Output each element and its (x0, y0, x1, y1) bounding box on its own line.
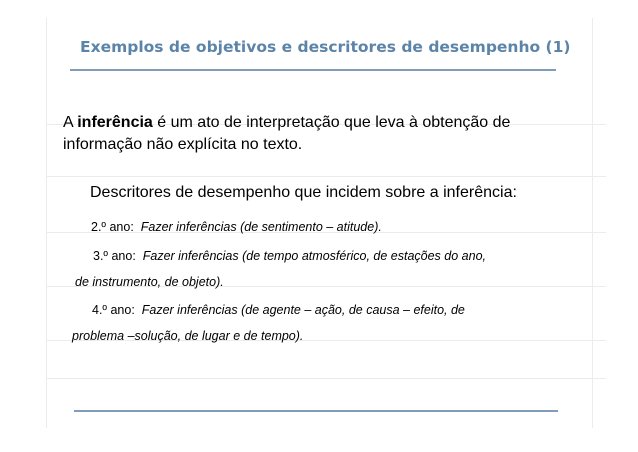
title-underline (70, 69, 556, 71)
background-rule (46, 378, 606, 379)
descriptor-item-2ano (91, 220, 382, 234)
descriptor-item-3ano-continuation (75, 275, 224, 289)
descriptor-text: problema –solução, de lugar e de tempo). (72, 329, 304, 343)
background-vline (592, 18, 593, 428)
descriptor-item-4ano-continuation (72, 329, 303, 343)
descriptor-label: 3.º ano: (93, 249, 136, 263)
descriptor-text: Fazer inferências (de agente – ação, de causa – efeito, de (141, 303, 465, 317)
descriptors-heading: Descritores de desempenho que incidem sobre a inferência: (90, 184, 517, 201)
intro-line2: informação não explícita no texto. (63, 136, 303, 153)
descriptor-item-3ano (93, 249, 486, 263)
descriptor-text: de instrumento, de objeto). (75, 275, 224, 289)
descriptor-text: Fazer inferências (de sentimento – atitude). (140, 220, 382, 234)
footer-line (74, 410, 558, 412)
intro-keyword: inferência (77, 114, 153, 131)
descriptor-label: 2.º ano: (91, 220, 134, 234)
background-rule (46, 176, 606, 177)
slide-title: Exemplos de objetivos e descritores de desempenho (1) (80, 38, 571, 56)
descriptor-text: Fazer inferências (de tempo atmosférico, de estações do ano, (142, 249, 486, 263)
descriptor-item-4ano (92, 303, 465, 317)
intro-prefix: A (63, 114, 78, 131)
intro-paragraph (63, 112, 593, 156)
intro-line1-rest: é um ato de interpretação que leva à obtenção de (152, 114, 511, 131)
descriptor-label: 4.º ano: (92, 303, 135, 317)
background-vline (46, 18, 47, 428)
